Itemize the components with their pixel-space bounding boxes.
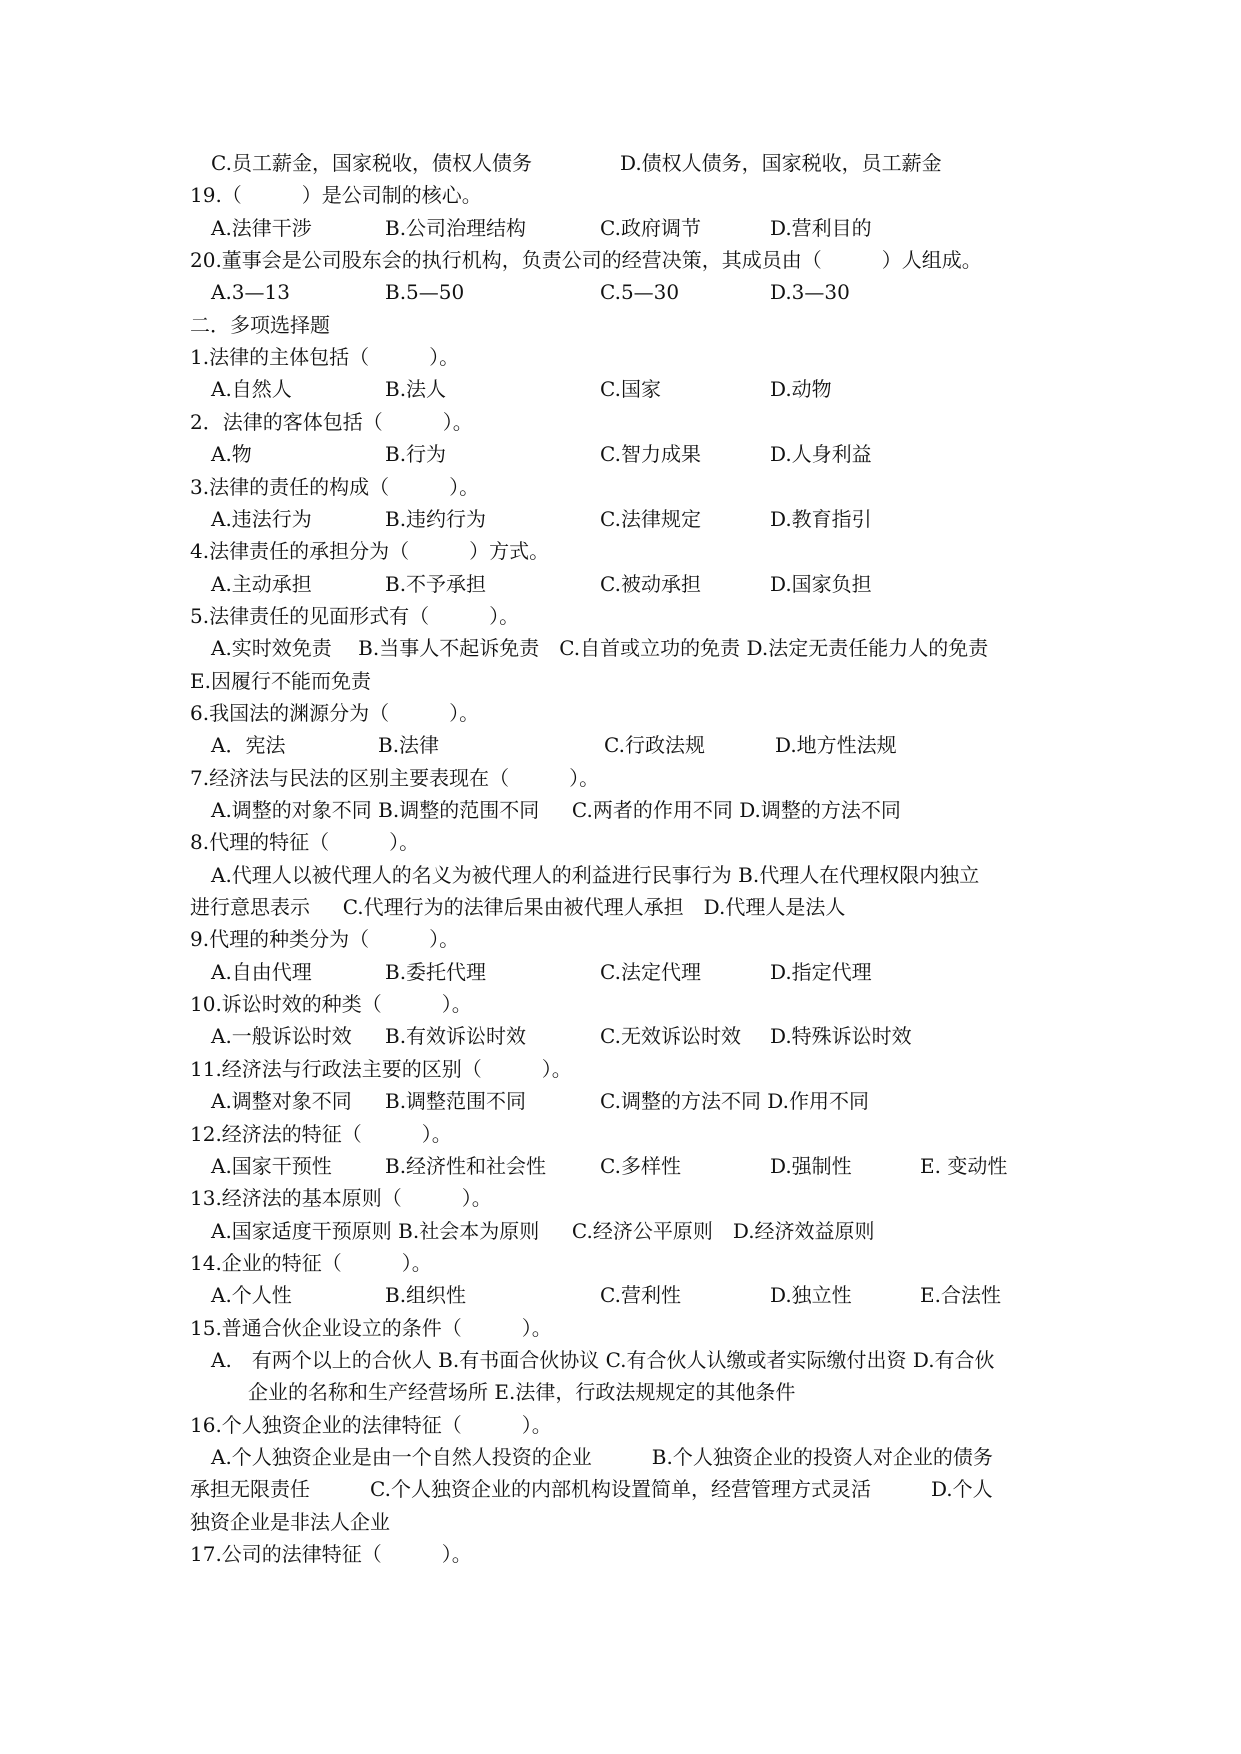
option-row [0, 441, 1241, 467]
option-item: C.营利性 [600, 1283, 681, 1307]
option-item: C.无效诉讼时效 [600, 1024, 741, 1048]
option-item: E.合法性 [920, 1283, 1001, 1307]
option-item: A.3—13 [211, 280, 290, 304]
option-item: A.一般诉讼时效 [211, 1024, 352, 1048]
option-item: C.被动承担 [600, 572, 701, 596]
option-item: D.3—30 [770, 280, 850, 304]
question-line: E.因履行不能而免责 [190, 669, 371, 693]
option-row [0, 279, 1241, 305]
option-item: B.违约行为 [385, 507, 487, 531]
option-row [0, 1023, 1241, 1049]
question-line: 16.个人独资企业的法律特征（ ）。 [190, 1413, 552, 1437]
option-item: A.调整对象不同 [211, 1089, 352, 1113]
question-line: 二．多项选择题 [190, 313, 330, 337]
option-item: B.法人 [385, 377, 447, 401]
option-item: B.委托代理 [385, 960, 487, 984]
option-item: C.国家 [600, 377, 661, 401]
option-item: A.物 [211, 442, 252, 466]
option-item: D.营利目的 [770, 216, 872, 240]
option-item: B.有效诉讼时效 [385, 1024, 527, 1048]
option-item: B.不予承担 [385, 572, 487, 596]
option-row [0, 1282, 1241, 1308]
option-row [0, 1088, 1241, 1114]
question-line: 11.经济法与行政法主要的区别（ ）。 [190, 1057, 572, 1081]
question-line: 2．法律的客体包括（ ）。 [190, 410, 473, 434]
question-line: 13.经济法的基本原则（ ）。 [190, 1186, 492, 1210]
option-item: C.行政法规 [604, 733, 705, 757]
option-item: B.组织性 [385, 1283, 467, 1307]
option-item: C.法定代理 [600, 960, 701, 984]
option-item: D.国家负担 [770, 572, 872, 596]
question-line: 5.法律责任的见面形式有（ ）。 [190, 604, 520, 628]
question-line: 7.经济法与民法的区别主要表现在（ ）。 [190, 766, 600, 790]
option-line: A.代理人以被代理人的名义为被代理人的利益进行民事行为 B.代理人在代理权限内独立 [211, 863, 980, 887]
option-item: B.法律 [378, 733, 440, 757]
question-line: 8.代理的特征（ ）。 [190, 830, 420, 854]
option-line: A.国家适度干预原则 B.社会本为原则 C.经济公平原则 D.经济效益原则 [211, 1219, 875, 1243]
option-item: E. 变动性 [920, 1154, 1008, 1178]
question-line: 1.法律的主体包括（ ）。 [190, 345, 460, 369]
option-item: D.人身利益 [770, 442, 872, 466]
option-item: C.多样性 [600, 1154, 681, 1178]
option-row [0, 506, 1241, 532]
option-item: B.公司治理结构 [385, 216, 527, 240]
option-item: A.法律干涉 [211, 216, 312, 240]
option-row [0, 732, 1241, 758]
option-line: A.调整的对象不同 B.调整的范围不同 C.两者的作用不同 D.调整的方法不同 [211, 798, 901, 822]
option-row [0, 1153, 1241, 1179]
option-row [0, 959, 1241, 985]
option-item: D.教育指引 [770, 507, 872, 531]
option-item: A.个人性 [211, 1283, 292, 1307]
option-item: D.地方性法规 [775, 733, 897, 757]
option-row [0, 150, 1241, 176]
option-item: D.指定代理 [770, 960, 872, 984]
question-line: 4.法律责任的承担分为（ ）方式。 [190, 539, 550, 563]
question-line: 15.普通合伙企业设立的条件（ ）。 [190, 1316, 552, 1340]
option-row [0, 571, 1241, 597]
option-line: A.实时效免责 B.当事人不起诉免责 C.自首或立功的免责 D.法定无责任能力人的免责 [211, 636, 989, 660]
option-item: D.独立性 [770, 1283, 852, 1307]
option-item: A.违法行为 [211, 507, 312, 531]
option-item: C.法律规定 [600, 507, 701, 531]
question-line: 20.董事会是公司股东会的执行机构，负责公司的经营决策，其成员由（ ）人组成。 [190, 248, 982, 272]
option-item: A.国家干预性 [211, 1154, 332, 1178]
question-line: 6.我国法的渊源分为（ ）。 [190, 701, 480, 725]
option-item: B.5—50 [385, 280, 465, 304]
option-item: B.行为 [385, 442, 447, 466]
option-item: D.特殊诉讼时效 [770, 1024, 912, 1048]
option-row [0, 215, 1241, 241]
option-item: C.政府调节 [600, 216, 701, 240]
option-item: B.经济性和社会性 [385, 1154, 547, 1178]
question-line: 承担无限责任 C.个人独资企业的内部机构设置简单，经营管理方式灵活 D.个人 [190, 1477, 993, 1501]
option-item: D.债权人债务，国家税收，员工薪金 [620, 151, 942, 175]
question-line: 独资企业是非法人企业 [190, 1510, 390, 1534]
question-line: 14.企业的特征（ ）。 [190, 1251, 432, 1275]
question-line: 10.诉讼时效的种类（ ）。 [190, 992, 472, 1016]
question-line: 进行意思表示 C.代理行为的法律后果由被代理人承担 D.代理人是法人 [190, 895, 846, 919]
question-line: 12.经济法的特征（ ）。 [190, 1122, 452, 1146]
option-item: A.自由代理 [211, 960, 312, 984]
option-item: C.智力成果 [600, 442, 701, 466]
option-line: A. 有两个以上的合伙人 B.有书面合伙协议 C.有合伙人认缴或者实际缴付出资 D.有合伙 [211, 1348, 995, 1372]
question-line: 19.（ ）是公司制的核心。 [190, 183, 482, 207]
option-line: A.个人独资企业是由一个自然人投资的企业 B.个人独资企业的投资人对企业的债务 [211, 1445, 993, 1469]
question-line: 9.代理的种类分为（ ）。 [190, 927, 460, 951]
option-item: A．宪法 [211, 733, 286, 757]
option-item: C.调整的方法不同 D.作用不同 [600, 1089, 869, 1113]
question-line: 17.公司的法律特征（ ）。 [190, 1542, 472, 1566]
option-item: D.强制性 [770, 1154, 852, 1178]
option-item: C.5—30 [600, 280, 680, 304]
question-line: 3.法律的责任的构成（ ）。 [190, 475, 480, 499]
option-item: A.自然人 [211, 377, 292, 401]
option-item: D.动物 [770, 377, 832, 401]
option-item: A.主动承担 [211, 572, 312, 596]
option-item: B.调整范围不同 [385, 1089, 527, 1113]
option-row [0, 376, 1241, 402]
option-item: C.员工薪金，国家税收，债权人债务 [211, 151, 532, 175]
option-line: 企业的名称和生产经营场所 E.法律，行政法规规定的其他条件 [248, 1380, 796, 1404]
